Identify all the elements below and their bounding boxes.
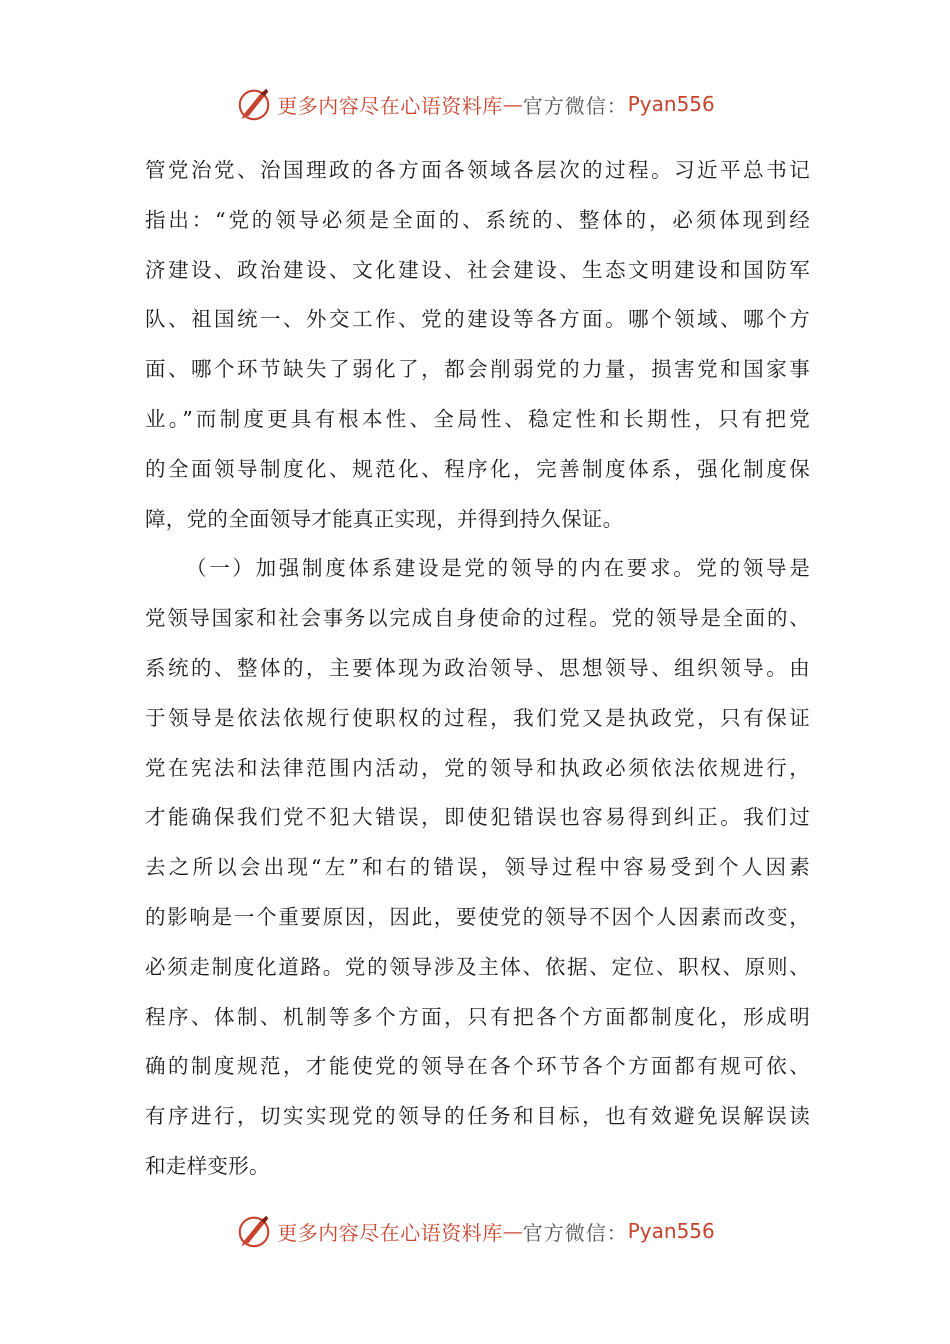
paragraph-2 bbox=[145, 544, 810, 1191]
pen-logo-icon bbox=[235, 1212, 273, 1250]
text-line: 业。”而制度更具有根本性、全局性、稳定性和长期性，只有把党 bbox=[145, 406, 810, 431]
text-line: 才能确保我们党不犯大错误，即使犯错误也容易得到纠正。我们过 bbox=[145, 805, 810, 830]
text-line: 面、哪个环节缺失了弱化了，都会削弱党的力量，损害党和国家事 bbox=[145, 357, 810, 382]
watermark-library-text: 更多内容尽在心语资料库 bbox=[277, 93, 503, 118]
watermark-wechat-label: 官方微信： bbox=[522, 1220, 628, 1245]
watermark-dash: — bbox=[502, 1219, 523, 1243]
text-line: 去之所以会出现“左”和右的错误，领导过程中容易受到个人因素 bbox=[145, 855, 810, 880]
text-line: 必须走制度化道路。党的领导涉及主体、依据、定位、职权、原则、 bbox=[145, 954, 810, 979]
text-line: 确的制度规范，才能使党的领导在各个环节各个方面都有规可依、 bbox=[145, 1054, 810, 1079]
document-body bbox=[145, 146, 810, 1192]
text-line: 队、祖国统一、外交工作、党的建设等各方面。哪个领域、哪个方 bbox=[145, 307, 810, 332]
paragraph-1 bbox=[145, 146, 810, 544]
text-line: 济建设、政治建设、文化建设、社会建设、生态文明建设和国防军 bbox=[145, 257, 810, 282]
footer-watermark bbox=[0, 1209, 950, 1253]
text-line: 指出：“党的领导必须是全面的、系统的、整体的，必须体现到经 bbox=[145, 207, 810, 232]
watermark-library-text: 更多内容尽在心语资料库 bbox=[277, 1220, 503, 1245]
text-line: 障，党的全面领导才能真正实现，并得到持久保证。 bbox=[145, 506, 624, 531]
section-heading-line: （一）加强制度体系建设是党的领导的内在要求。党的领导是 bbox=[186, 556, 810, 581]
text-line: 有序进行，切实实现党的领导的任务和目标，也有效避免误解误读 bbox=[145, 1104, 810, 1129]
text-line: 管党治党、治国理政的各方面各领域各层次的过程。习近平总书记 bbox=[145, 158, 810, 182]
text-line: 党在宪法和法律范围内活动，党的领导和执政必须依法依规进行， bbox=[145, 755, 810, 780]
text-line: 的影响是一个重要原因，因此，要使党的领导不因个人因素而改变， bbox=[145, 904, 810, 929]
text-line: 程序、体制、机制等多个方面，只有把各个方面都制度化，形成明 bbox=[145, 1004, 810, 1029]
header-watermark bbox=[0, 82, 950, 126]
text-line: 和走样变形。 bbox=[145, 1153, 270, 1178]
watermark-wechat-id: Pyan556 bbox=[627, 92, 715, 116]
watermark-wechat-id: Pyan556 bbox=[627, 1219, 715, 1243]
watermark-wechat-label: 官方微信： bbox=[522, 93, 628, 118]
text-line: 系统的、整体的，主要体现为政治领导、思想领导、组织领导。由 bbox=[145, 655, 810, 680]
watermark-dash: — bbox=[502, 92, 523, 116]
text-line: 的全面领导制度化、规范化、程序化，完善制度体系，强化制度保 bbox=[145, 456, 810, 481]
text-line: 于领导是依法依规行使职权的过程，我们党又是执政党，只有保证 bbox=[145, 705, 810, 730]
pen-logo-icon bbox=[235, 85, 273, 123]
text-line: 党领导国家和社会事务以完成自身使命的过程。党的领导是全面的、 bbox=[145, 606, 810, 631]
